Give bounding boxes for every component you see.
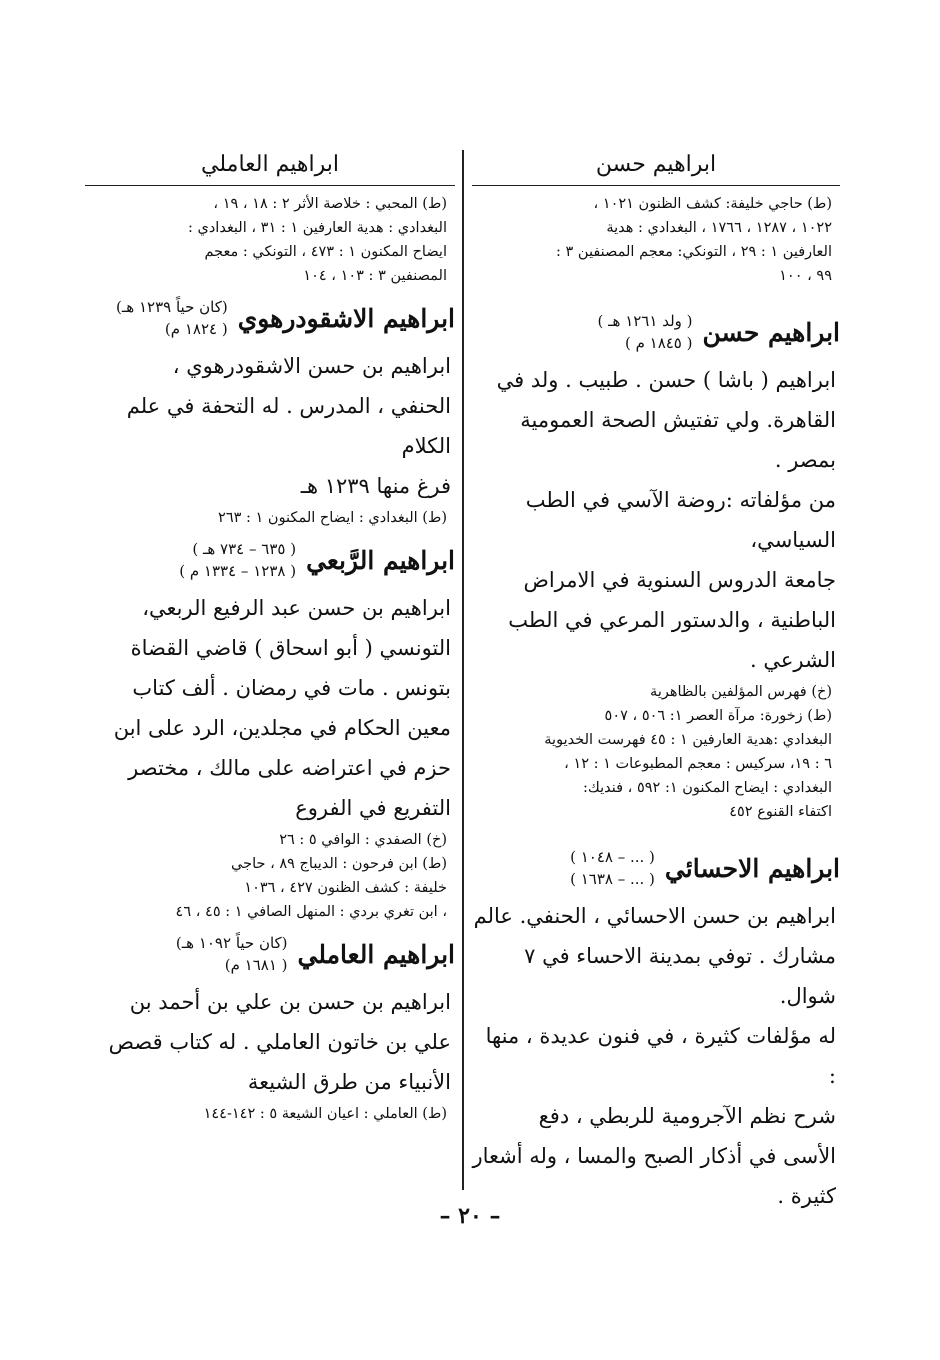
entry-name: ابراهيم حسن [702, 317, 840, 347]
entry-date-gregorian: ( ١٢٣٨ – ١٣٣٤ م ) [179, 562, 297, 580]
body-line: بتونس . مات في رمضان . ألف كتاب [132, 676, 451, 700]
entry-references [472, 680, 840, 824]
entry-name: ابراهيم العاملي [297, 939, 455, 969]
entry-body [472, 360, 840, 680]
spacer [472, 288, 840, 302]
entry-heading [472, 310, 840, 354]
body-line: الشرعي . [750, 648, 836, 672]
body-line: التفريع في الفروع [295, 796, 451, 820]
reference-line: المصنفين ٣ : ١٠٣ ، ١٠٤ [303, 268, 447, 284]
entry-name: ابراهيم الاشقودرهوي [237, 303, 455, 333]
reference-line: اكتفاء القنوع ٤٥٢ [729, 804, 832, 820]
reference-line: ايضاح المكنون ١ : ٤٧٣ ، التونكي : معجم [204, 244, 447, 260]
body-line: شرح نظم الآجرومية للربطي ، دفع [538, 1104, 836, 1128]
entry-date-hijri: ( ولد ١٢٦١ هـ ) [597, 312, 693, 330]
reference-line: (ط) ابن فرحون : الديباج ٨٩ ، حاجي [231, 856, 447, 872]
header-divider [472, 185, 840, 186]
body-line: الأسى في أذكار الصبح والمسا ، وله أشعار [472, 1144, 836, 1168]
entry-dates [179, 538, 296, 582]
entry-name: ابراهيم الاحسائي [664, 853, 840, 883]
entry-date-gregorian: ( ... – ١٦٣٨ ) [570, 870, 655, 888]
entry-heading [85, 538, 455, 582]
body-line: الأنبياء من طرق الشيعة [247, 1070, 451, 1094]
entry-body [85, 346, 455, 506]
body-line: ابراهيم بن حسن بن علي بن أحمد بن [129, 990, 451, 1014]
reference-line: البغدادي : هدية العارفين ١ : ٣١ ، البغدادي : [188, 220, 447, 236]
body-line: التونسي ( أبو اسحاق ) قاضي القضاة [130, 636, 451, 660]
body-line: ابراهيم بن حسن الاشقودرهوي ، [172, 354, 451, 378]
entry-date-gregorian: ( ١٨٢٤ م) [164, 320, 228, 338]
entry-date-hijri: (كان حياً ١٢٣٩ هـ) [116, 298, 228, 316]
entry-dates [597, 310, 692, 354]
body-line: فرغ منها ١٢٣٩ هـ [300, 474, 451, 498]
left-column [85, 145, 455, 1126]
reference-line: ١٠٢٢ ، ١٢٨٧ ، ١٧٦٦ ، البغدادي : هدية [606, 220, 832, 236]
reference-line: البغدادي : ايضاح المكنون ١: ٥٩٢ ، فنديك: [583, 780, 832, 796]
body-line: كثيرة . [777, 1184, 836, 1208]
entry-heading [472, 846, 840, 890]
entry-date-gregorian: ( ١٦٨١ م) [224, 956, 288, 974]
reference-line: العارفين ١ : ٢٩ ، التونكي: معجم المصنفين ٣ : [556, 244, 832, 260]
reference-line: خليفة : كشف الظنون ٤٢٧ ، ١٠٣٦ [244, 880, 447, 896]
entry-body [85, 982, 455, 1102]
entry-heading [85, 296, 455, 340]
entry-date-hijri: ( ... – ١٠٤٨ ) [570, 848, 655, 866]
entry-date-hijri: ( ٦٣٥ – ٧٣٤ هـ ) [192, 540, 297, 558]
column-divider [462, 150, 464, 1190]
body-line: له مؤلفات كثيرة ، في فنون عديدة ، منها : [485, 1024, 836, 1088]
reference-line: (ط) زخورة: مرآة العصر ١: ٥٠٦ ، ٥٠٧ [604, 708, 832, 724]
entry-dates [570, 846, 655, 890]
reference-line: (ط) البغدادي : ايضاح المكنون ١ : ٢٦٣ [218, 510, 447, 526]
entry-body [472, 896, 840, 1216]
reference-line: ٦ : ١٩، سركيس : معجم المطبوعات ١ : ١٢ ، [564, 756, 832, 772]
entry-dates [116, 296, 228, 340]
body-line: مشارك . توفي بمدينة الاحساء في ٧ شوال. [524, 944, 836, 1008]
left-column-header: ابراهيم العاملي [201, 152, 339, 177]
body-line: معين الحكام في مجلدين، الرد على ابن [113, 716, 451, 740]
body-line: ابراهيم بن حسن عبد الرفيع الربعي، [142, 596, 451, 620]
body-line: ابراهيم بن حسن الاحسائي ، الحنفي. عالم [473, 904, 836, 928]
header-divider [85, 185, 455, 186]
entry-date-hijri: (كان حياً ١٠٩٢ هـ) [175, 934, 288, 952]
body-line: جامعة الدروس السنوية في الامراض [523, 568, 836, 592]
reference-line: (ط) حاجي خليفة: كشف الظنون ١٠٢١ ، [593, 196, 832, 212]
reference-line: ٩٩ ، ١٠٠ [779, 268, 832, 284]
entry-dates [176, 932, 288, 976]
page-number: – ٢٠ – [439, 1203, 501, 1229]
reference-line: البغدادي :هدية العارفين ١ : ٤٥ فهرست الخديوية [544, 732, 832, 748]
entry-body [85, 588, 455, 828]
right-column-header: ابراهيم حسن [595, 152, 717, 177]
left-top-references [85, 192, 455, 288]
entry-name: ابراهيم الرَّبعي [306, 545, 455, 575]
body-line: الحنفي ، المدرس . له التحفة في علم الكلام [126, 394, 451, 458]
spacer [472, 824, 840, 838]
entry-date-gregorian: ( ١٨٤٥ م ) [624, 334, 693, 352]
reference-line: ، ابن تغري بردي : المنهل الصافي ١ : ٤٥ ، ٤٦ [175, 904, 447, 920]
reference-line: (خ) الصفدي : الوافي ٥ : ٢٦ [279, 832, 447, 848]
entry-references [85, 828, 455, 924]
reference-line: (ط) المحبي : خلاصة الأثر ٢ : ١٨ ، ١٩ ، [213, 196, 447, 212]
body-line: حزم في اعتراضه على مالك ، مختصر [128, 756, 451, 780]
body-line: من مؤلفاته :روضة الآسي في الطب السياسي، [525, 488, 836, 552]
reference-line: (خ) فهرس المؤلفين بالظاهرية [650, 684, 832, 700]
body-line: القاهرة. ولي تفتيش الصحة العمومية بمصر . [520, 408, 836, 472]
body-line: علي بن خاتون العاملي . له كتاب قصص [108, 1030, 451, 1054]
body-line: ابراهيم ( باشا ) حسن . طبيب . ولد في [496, 368, 836, 392]
right-column [472, 145, 840, 1216]
right-top-references [472, 192, 840, 288]
body-line: الباطنية ، والدستور المرعي في الطب [508, 608, 836, 632]
entry-heading [85, 932, 455, 976]
reference-line: (ط) العاملي : اعيان الشيعة ٥ : ١٤٢-١٤٤ [203, 1106, 447, 1122]
